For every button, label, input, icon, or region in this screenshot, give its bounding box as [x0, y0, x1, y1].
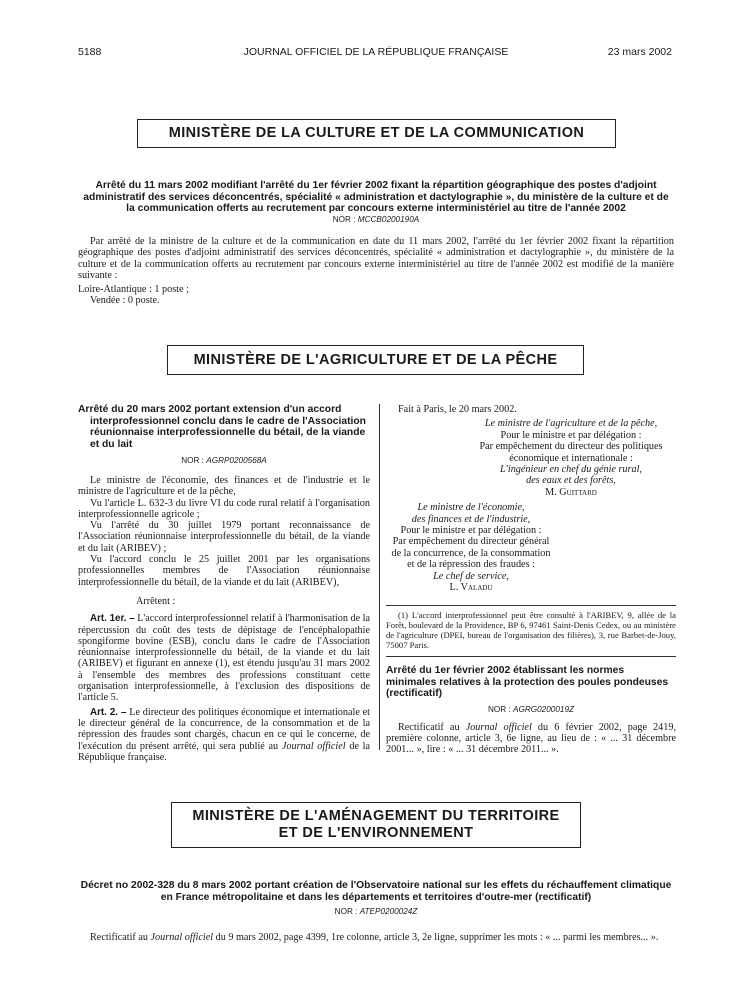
page-number: 5188 [78, 46, 102, 58]
signature-agriculture: Le ministre de l'agriculture et de la pêche, Pour le ministre et par délégation : Par empêchement du directeur des politiques économique et internationale : L'ingénieur en chef du génie rural, des eaux et des forêts, M. Guittard [479, 418, 663, 498]
preamble-paragraph: Le ministre de l'économie, des finances et de l'industrie et le ministre de l'agriculture et de la pêche, [78, 475, 370, 498]
article-1: Art. 1er. – L'accord interprofessionnel relatif à l'harmonisation de la répercussion du coût des tests de dépistage de l'encéphalopathie spongiforme bovine (ESB), conclu dans le cadre de l'Association réunionnaise interprofessionnelle du bétail, de la viande et du lait (ARIBEV) et figurant en annexe (1), est étendu jusqu'au 31 mars 2002 à l'ensemble des membres des professions constituant cette organisation interprofessionnelle, à l'exclusion des dispositions de l'article 5. [78, 613, 371, 704]
nor-poules: NOR : AGRG0200019Z [487, 704, 575, 714]
footnote: (1) L'accord interprofessionnel peut être consulté à l'ARIBEV, 9, allée de la Forêt, boulevard de la Providence, BP 6, 97461 Saint-Denis Cedex, ou au ministère de l'agriculture (DPEI, bureau de l'organisation des filières), 3, rue Barbet-de-Jouy, 75007 Paris. [386, 610, 676, 651]
list-item: Vendée : 0 poste. [90, 295, 160, 307]
arretent-label: Arrêtent : [136, 595, 176, 607]
journal-title: JOURNAL OFFICIEL DE LA RÉPUBLIQUE FRANÇAISE [243, 46, 509, 58]
preamble-paragraph: Vu l'arrêté du 30 juillet 1979 portant reconnaissance de l'Association réunionnaise interprofessionnelle du bétail, de la viande et du lait (ARIBEV) ; [78, 520, 370, 554]
list-item: Loire-Atlantique : 1 poste ; [78, 284, 189, 296]
signature-economie: Le ministre de l'économie, des finances et de l'industrie, Pour le ministre et par délégation : Par empêchement du directeur général de la concurrence, de la consommation et de la répression des fraudes : Le chef de service, L. Valadu [391, 502, 551, 593]
article-2: Art. 2. – Le directeur des politiques économique et internationale et le directeur général de la concurrence, de la consommation et de la répression des fraudes sont chargés, chacun en ce qui le concerne, de l'exécution du présent arrêté, qui sera publié au Journal officiel de la République française. [78, 706, 371, 763]
arrete-culture-title: Arrêté du 11 mars 2002 modifiant l'arrêté du 1er février 2002 fixant la répartition géographique des postes d'adjoint administratif des services déconcentrés, spécialité « administration et dactylographie », du ministère de la culture et de la communication offerts au recrutement par concours externe interministériel au titre de l'année 2002 [83, 180, 669, 214]
decret-title: Décret no 2002-328 du 8 mars 2002 portant création de l'Observatoire national sur les effets du réchauffement climatique en France métropolitaine et dans les départements et territoires d'outre-mer (rectificatif) [80, 880, 672, 903]
preamble-paragraph: Vu l'accord conclu le 25 juillet 2001 par les organisations professionnelles membres de l'Association réunionnaise interprofessionnelle du bétail, de la viande et du lait (ARIBEV), [78, 554, 370, 588]
ministry-environnement-box [171, 802, 581, 848]
preamble-paragraph: Vu l'article L. 632-3 du livre VI du code rural relatif à l'organisation interprofessionnelle agricole ; [78, 497, 370, 520]
arrete-poules-title: Arrêté du 1er février 2002 établissant les normes minimales relatives à la protection des poules pondeuses (rectificatif) [386, 665, 669, 700]
rectificatif-poules: Rectificatif au Journal officiel du 6 février 2002, page 2419, première colonne, article 3, 6e ligne, au lieu de : « ... 31 décembre 2001... », lire : « ... 31 décembre 2011... ». [386, 721, 677, 756]
ministry-line: ET DE L'ENVIRONNEMENT [278, 825, 474, 841]
page-date: 23 mars 2002 [607, 46, 672, 58]
column-divider [379, 404, 380, 750]
fait-a-paris: Fait à Paris, le 20 mars 2002. [398, 404, 517, 415]
ministry-line: MINISTÈRE DE L'AMÉNAGEMENT DU TERRITOIRE [192, 808, 560, 824]
section-rule [386, 656, 676, 657]
left-column [78, 404, 370, 763]
nor-culture: NOR : MCCB0200190A [332, 215, 420, 224]
nor-aribev: NOR : AGRP0200568A [181, 456, 267, 465]
ministry-culture-box: MINISTÈRE DE LA CULTURE ET DE LA COMMUNICATION [137, 119, 616, 148]
right-column [386, 404, 676, 756]
arrete-culture-paragraph: Par arrêté de la ministre de la culture et de la communication en date du 11 mars 2002, l'arrêté du 1er février 2002 fixant la répartition géographique des postes d'adjoint administratif des services déconcentrés, spécialité « administration et dactylographie », du ministère de la culture et de la communication offerts au recrutement par concours externe interministériel au titre de l'année 2002 est modifié de la manière suivante : [78, 236, 674, 281]
ministry-agriculture-box: MINISTÈRE DE L'AGRICULTURE ET DE LA PÊCHE [167, 345, 584, 375]
footnote-rule [386, 605, 676, 606]
arrete-aribev-title: Arrêté du 20 mars 2002 portant extension d'un accord interprofessionnel conclu dans le cadre de l'Association réunionnaise interprofessionnelle du bétail, de la viande et du lait [78, 404, 366, 450]
rectificatif-decret: Rectificatif au Journal officiel du 9 mars 2002, page 4399, 1re colonne, article 3, 2e ligne, supprimer les mots : « ... parmi les membres... ». [90, 932, 659, 943]
arrete-culture-body [78, 236, 674, 307]
nor-decret: NOR : ATEP0200024Z [334, 907, 418, 916]
